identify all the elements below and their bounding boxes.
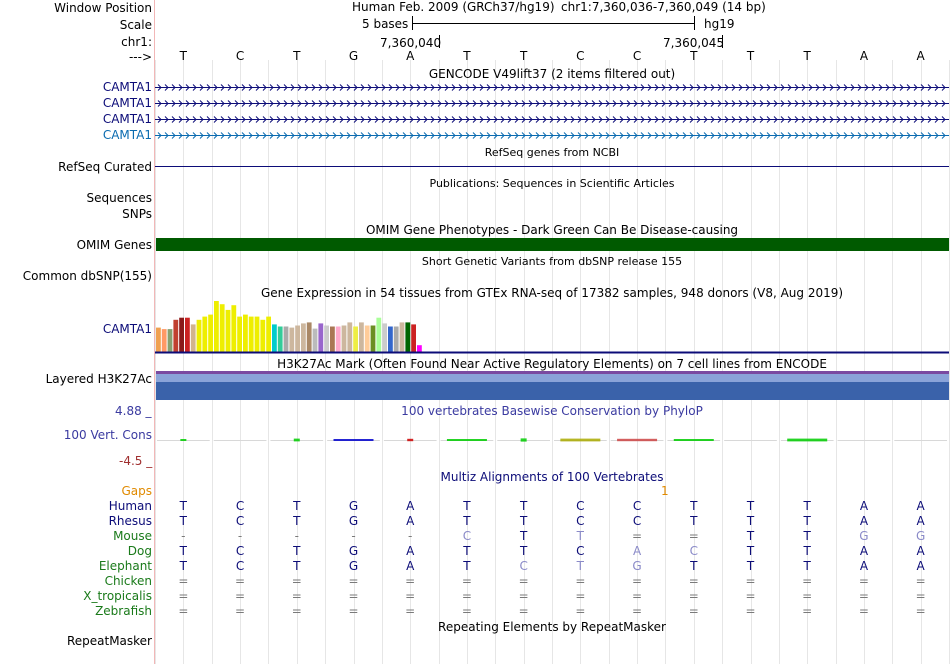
alignment-base: = bbox=[461, 589, 472, 603]
gtex-bar bbox=[226, 310, 231, 352]
alignment-base: T bbox=[179, 559, 188, 573]
gtex-bar bbox=[295, 326, 300, 353]
alignment-base: T bbox=[519, 514, 528, 528]
dna-base: C bbox=[632, 49, 642, 63]
alignment-base: T bbox=[179, 499, 188, 513]
alignment-base: = bbox=[178, 589, 189, 603]
alignment-base: G bbox=[348, 559, 359, 573]
alignment-base: = bbox=[802, 589, 813, 603]
alignment-base: C bbox=[576, 499, 585, 513]
alignment-base: A bbox=[406, 544, 415, 558]
h3k27ac-layer bbox=[156, 382, 949, 400]
alignment-base: T bbox=[519, 499, 528, 513]
alignment-base: T bbox=[576, 529, 585, 543]
alignment-base: = bbox=[405, 604, 416, 618]
alignment-base: T bbox=[803, 559, 811, 573]
phylop-score bbox=[407, 439, 413, 441]
alignment-base: = bbox=[575, 604, 586, 618]
dna-base: T bbox=[519, 49, 528, 63]
alignment-base: C bbox=[632, 514, 642, 528]
phylop-score bbox=[180, 439, 186, 441]
dna-base: T bbox=[746, 49, 755, 63]
gencode-transcript-label[interactable]: CAMTA1 bbox=[102, 112, 152, 126]
alignment-base: - bbox=[237, 529, 243, 543]
alignment-base: T bbox=[463, 499, 471, 513]
alignment-base: G bbox=[348, 499, 359, 513]
species-label[interactable]: Chicken bbox=[104, 574, 152, 588]
alignment-base: T bbox=[690, 514, 698, 528]
gaps-label: Gaps bbox=[121, 484, 152, 498]
alignment-base: C bbox=[235, 544, 245, 558]
gtex-bar bbox=[353, 327, 358, 353]
gtex-bar bbox=[243, 315, 248, 352]
gtex-bar bbox=[324, 326, 329, 353]
gtex-bar bbox=[382, 323, 387, 352]
dna-base: A bbox=[406, 49, 415, 63]
gtex-bar bbox=[301, 323, 306, 352]
alignment-base: T bbox=[179, 544, 188, 558]
alignment-base: A bbox=[859, 544, 869, 558]
alignment-base: - bbox=[408, 529, 413, 543]
alignment-base: = bbox=[858, 604, 869, 618]
alignment-base: T bbox=[746, 499, 755, 513]
alignment-base: = bbox=[178, 574, 189, 588]
alignment-base: A bbox=[916, 559, 925, 573]
alignment-base: T bbox=[293, 544, 301, 558]
repeatmasker-title[interactable]: Repeating Elements by RepeatMasker bbox=[438, 620, 666, 634]
gtex-bar bbox=[330, 327, 335, 353]
gtex-bar bbox=[208, 315, 213, 352]
gtex-bar bbox=[237, 317, 242, 352]
alignment-base: = bbox=[632, 529, 643, 543]
refseq-title[interactable]: RefSeq genes from NCBI bbox=[484, 146, 620, 159]
alignment-base: T bbox=[293, 499, 301, 513]
alignment-base: = bbox=[348, 574, 359, 588]
db-label: hg19 bbox=[704, 17, 735, 31]
species-label[interactable]: X_tropicalis bbox=[83, 589, 152, 603]
alignment-base: T bbox=[746, 514, 755, 528]
gtex-bar bbox=[168, 329, 173, 352]
publications-title[interactable]: Publications: Sequences in Scientific Articles bbox=[429, 177, 675, 190]
window-position-label: Window Position bbox=[54, 1, 152, 15]
alignment-base: = bbox=[235, 574, 246, 588]
gtex-bar bbox=[289, 328, 294, 352]
gtex-bar bbox=[284, 327, 289, 353]
alignment-base: T bbox=[746, 544, 755, 558]
dna-base: C bbox=[235, 49, 245, 63]
alignment-base: T bbox=[576, 559, 585, 573]
dbsnp-label[interactable]: Common dbSNP(155) bbox=[22, 269, 152, 283]
alignment-base: T bbox=[179, 514, 188, 528]
gtex-bar bbox=[342, 326, 347, 353]
alignment-base: T bbox=[293, 514, 301, 528]
h3k27ac-title[interactable]: H3K27Ac Mark (Often Found Near Active Regulatory Elements) on 7 cell lines from ENCODE bbox=[277, 357, 827, 371]
alignment-base: = bbox=[518, 574, 529, 588]
gtex-gene-label[interactable]: CAMTA1 bbox=[102, 322, 152, 336]
alignment-base: = bbox=[518, 604, 529, 618]
phylop-min: -4.5 _ bbox=[119, 454, 153, 468]
alignment-base: T bbox=[463, 544, 471, 558]
species-label[interactable]: Mouse bbox=[113, 529, 152, 543]
alignment-base: T bbox=[746, 559, 755, 573]
scale-text: 5 bases bbox=[362, 17, 409, 31]
strand-label: ---> bbox=[128, 50, 152, 64]
alignment-base: = bbox=[858, 589, 869, 603]
alignment-base: = bbox=[291, 589, 302, 603]
alignment-base: = bbox=[745, 574, 756, 588]
alignment-base: A bbox=[916, 544, 925, 558]
alignment-base: G bbox=[632, 559, 642, 573]
alignment-base: T bbox=[803, 544, 811, 558]
gtex-bar bbox=[266, 317, 271, 352]
alignment-base: T bbox=[463, 514, 471, 528]
h3k27ac-label[interactable]: Layered H3K27Ac bbox=[45, 372, 152, 386]
alignment-base: A bbox=[632, 544, 642, 558]
scale-label: Scale bbox=[119, 18, 152, 32]
dna-base: T bbox=[690, 49, 698, 63]
publications-label[interactable]: Sequences bbox=[86, 191, 152, 205]
position-title[interactable]: chr1:7,360,036-7,360,049 (14 bp) bbox=[561, 0, 766, 14]
alignment-base: T bbox=[690, 499, 698, 513]
gtex-bar bbox=[376, 318, 381, 352]
gtex-bar bbox=[185, 318, 190, 352]
phylop-score bbox=[521, 438, 527, 441]
dna-base: C bbox=[576, 49, 585, 63]
alignment-base: G bbox=[915, 529, 926, 543]
alignment-base: = bbox=[348, 604, 359, 618]
alignment-base: = bbox=[802, 574, 813, 588]
gtex-bar bbox=[162, 329, 167, 352]
gtex-bar bbox=[371, 326, 376, 353]
snps-label[interactable]: SNPs bbox=[122, 207, 152, 221]
alignment-base: C bbox=[235, 559, 245, 573]
dbsnp-title[interactable]: Short Genetic Variants from dbSNP release 155 bbox=[421, 255, 683, 268]
alignment-base: T bbox=[690, 559, 698, 573]
phylop-max: 4.88 _ bbox=[115, 404, 152, 418]
gtex-bar bbox=[191, 324, 196, 352]
gtex-bar bbox=[278, 327, 283, 353]
alignment-base: = bbox=[518, 589, 529, 603]
dna-base: A bbox=[859, 49, 869, 63]
alignment-base: C bbox=[519, 559, 528, 573]
gtex-bar bbox=[249, 317, 254, 352]
phylop-score bbox=[674, 439, 714, 441]
alignment-base: = bbox=[461, 604, 472, 618]
alignment-base: = bbox=[915, 604, 926, 618]
alignment-base: A bbox=[859, 514, 869, 528]
species-label[interactable]: Elephant bbox=[98, 559, 152, 573]
alignment-base: = bbox=[858, 574, 869, 588]
gencode-title[interactable]: GENCODE V49lift37 (2 items filtered out) bbox=[428, 67, 676, 81]
alignment-base: = bbox=[235, 589, 246, 603]
assembly-title[interactable]: Human Feb. 2009 (GRCh37/hg19) bbox=[352, 0, 555, 14]
gtex-bar bbox=[313, 329, 318, 352]
alignment-base: = bbox=[688, 604, 699, 618]
species-label[interactable]: Rhesus bbox=[108, 514, 152, 528]
alignment-base: C bbox=[462, 529, 472, 543]
gtex-bar bbox=[318, 323, 323, 352]
chrom-label: chr1: bbox=[121, 35, 152, 49]
alignment-base: = bbox=[688, 589, 699, 603]
alignment-base: = bbox=[405, 589, 416, 603]
gtex-bar bbox=[347, 322, 352, 352]
alignment-base: T bbox=[463, 559, 471, 573]
gtex-title[interactable]: Gene Expression in 54 tissues from GTEx RNA-seq of 17382 samples, 948 donors (V8, Aug 2019) bbox=[260, 286, 844, 300]
alignment-base: = bbox=[405, 574, 416, 588]
alignment-base: T bbox=[803, 499, 811, 513]
gtex-bar bbox=[388, 327, 393, 353]
alignment-base: = bbox=[632, 604, 643, 618]
alignment-base: C bbox=[576, 514, 585, 528]
gtex-bar bbox=[260, 320, 265, 352]
refseq-label[interactable]: RefSeq Curated bbox=[58, 160, 152, 174]
coord-label-2: 7,360,045 bbox=[663, 36, 725, 50]
gtex-bar bbox=[202, 317, 207, 352]
alignment-base: C bbox=[632, 499, 642, 513]
alignment-base: G bbox=[348, 544, 359, 558]
gtex-bar bbox=[173, 320, 178, 352]
species-label[interactable]: Human bbox=[108, 499, 152, 513]
gtex-bar bbox=[197, 320, 202, 352]
alignment-base: C bbox=[689, 544, 698, 558]
alignment-base: - bbox=[294, 529, 299, 543]
gtex-bar bbox=[179, 318, 184, 352]
gap-marker: 1 bbox=[661, 484, 669, 498]
alignment-base: G bbox=[859, 529, 869, 543]
gtex-bar bbox=[231, 305, 236, 352]
alignment-base: A bbox=[859, 499, 869, 513]
dna-base: T bbox=[293, 49, 301, 63]
h3k27ac-layer bbox=[156, 371, 949, 374]
alignment-base: = bbox=[348, 589, 359, 603]
alignment-base: = bbox=[575, 574, 586, 588]
gtex-bar bbox=[255, 317, 260, 352]
species-label[interactable]: Zebrafish bbox=[95, 604, 152, 618]
phylop-score bbox=[787, 439, 827, 442]
phylop-label[interactable]: 100 Vert. Cons bbox=[63, 428, 152, 442]
alignment-base: A bbox=[406, 514, 415, 528]
alignment-base: A bbox=[916, 499, 925, 513]
gtex-bar bbox=[394, 327, 399, 353]
omim-bar bbox=[156, 238, 949, 251]
dna-base: G bbox=[348, 49, 359, 63]
alignment-base: A bbox=[859, 559, 869, 573]
alignment-base: = bbox=[291, 574, 302, 588]
omim-title[interactable]: OMIM Gene Phenotypes - Dark Green Can Be Disease-causing bbox=[365, 223, 739, 237]
gtex-bar bbox=[365, 326, 370, 353]
alignment-base: = bbox=[632, 589, 643, 603]
dna-base: T bbox=[179, 49, 188, 63]
alignment-base: = bbox=[291, 604, 302, 618]
phylop-score bbox=[294, 439, 300, 442]
phylop-score bbox=[617, 439, 657, 441]
alignment-base: T bbox=[803, 514, 811, 528]
gtex-bar bbox=[359, 322, 364, 352]
alignment-base: - bbox=[181, 529, 186, 543]
h3k27ac-layer bbox=[156, 374, 949, 382]
alignment-base: C bbox=[235, 499, 245, 513]
alignment-base: = bbox=[745, 589, 756, 603]
dna-base: A bbox=[916, 49, 925, 63]
alignment-base: = bbox=[915, 589, 926, 603]
coord-label-1: 7,360,040 bbox=[380, 36, 442, 50]
species-label[interactable]: Dog bbox=[127, 544, 152, 558]
gtex-bar bbox=[417, 345, 422, 352]
phylop-title[interactable]: 100 vertebrates Basewise Conservation by PhyloP bbox=[401, 404, 703, 418]
alignment-base: T bbox=[803, 529, 811, 543]
gtex-bar bbox=[272, 324, 277, 352]
alignment-base: A bbox=[406, 559, 415, 573]
alignment-base: = bbox=[688, 529, 699, 543]
gencode-transcript-label[interactable]: CAMTA1 bbox=[102, 80, 152, 94]
gencode-transcript-label[interactable]: CAMTA1 bbox=[102, 96, 152, 110]
gtex-bar bbox=[220, 304, 225, 352]
alignment-base: = bbox=[745, 604, 756, 618]
phylop-score bbox=[447, 439, 487, 441]
alignment-base: T bbox=[519, 529, 528, 543]
phylop-score bbox=[334, 439, 374, 441]
gencode-transcript-label[interactable]: CAMTA1 bbox=[102, 128, 152, 142]
alignment-base: = bbox=[178, 604, 189, 618]
alignment-base: T bbox=[746, 529, 755, 543]
alignment-base: = bbox=[461, 574, 472, 588]
omim-label[interactable]: OMIM Genes bbox=[76, 238, 152, 252]
gtex-bar bbox=[214, 301, 219, 352]
alignment-base: = bbox=[575, 589, 586, 603]
multiz-title[interactable]: Multiz Alignments of 100 Vertebrates bbox=[440, 470, 664, 484]
alignment-base: = bbox=[688, 574, 699, 588]
alignment-base: = bbox=[802, 604, 813, 618]
repeatmasker-label[interactable]: RepeatMasker bbox=[66, 634, 152, 648]
dna-base: T bbox=[463, 49, 471, 63]
alignment-base: - bbox=[351, 529, 356, 543]
alignment-base: T bbox=[519, 544, 528, 558]
alignment-base: = bbox=[632, 574, 643, 588]
gtex-bar bbox=[336, 327, 341, 353]
gtex-bar bbox=[307, 322, 312, 352]
alignment-base: T bbox=[293, 559, 301, 573]
gtex-bar bbox=[400, 322, 405, 352]
alignment-base: = bbox=[915, 574, 926, 588]
phylop-score bbox=[560, 439, 600, 442]
gtex-bar bbox=[411, 324, 416, 352]
alignment-base: A bbox=[916, 514, 925, 528]
alignment-base: C bbox=[235, 514, 245, 528]
dna-base: T bbox=[803, 49, 811, 63]
gtex-bar bbox=[156, 328, 161, 352]
alignment-base: C bbox=[576, 544, 585, 558]
alignment-base: A bbox=[406, 499, 415, 513]
alignment-base: G bbox=[348, 514, 359, 528]
alignment-base: = bbox=[235, 604, 246, 618]
gtex-bar bbox=[405, 322, 410, 352]
